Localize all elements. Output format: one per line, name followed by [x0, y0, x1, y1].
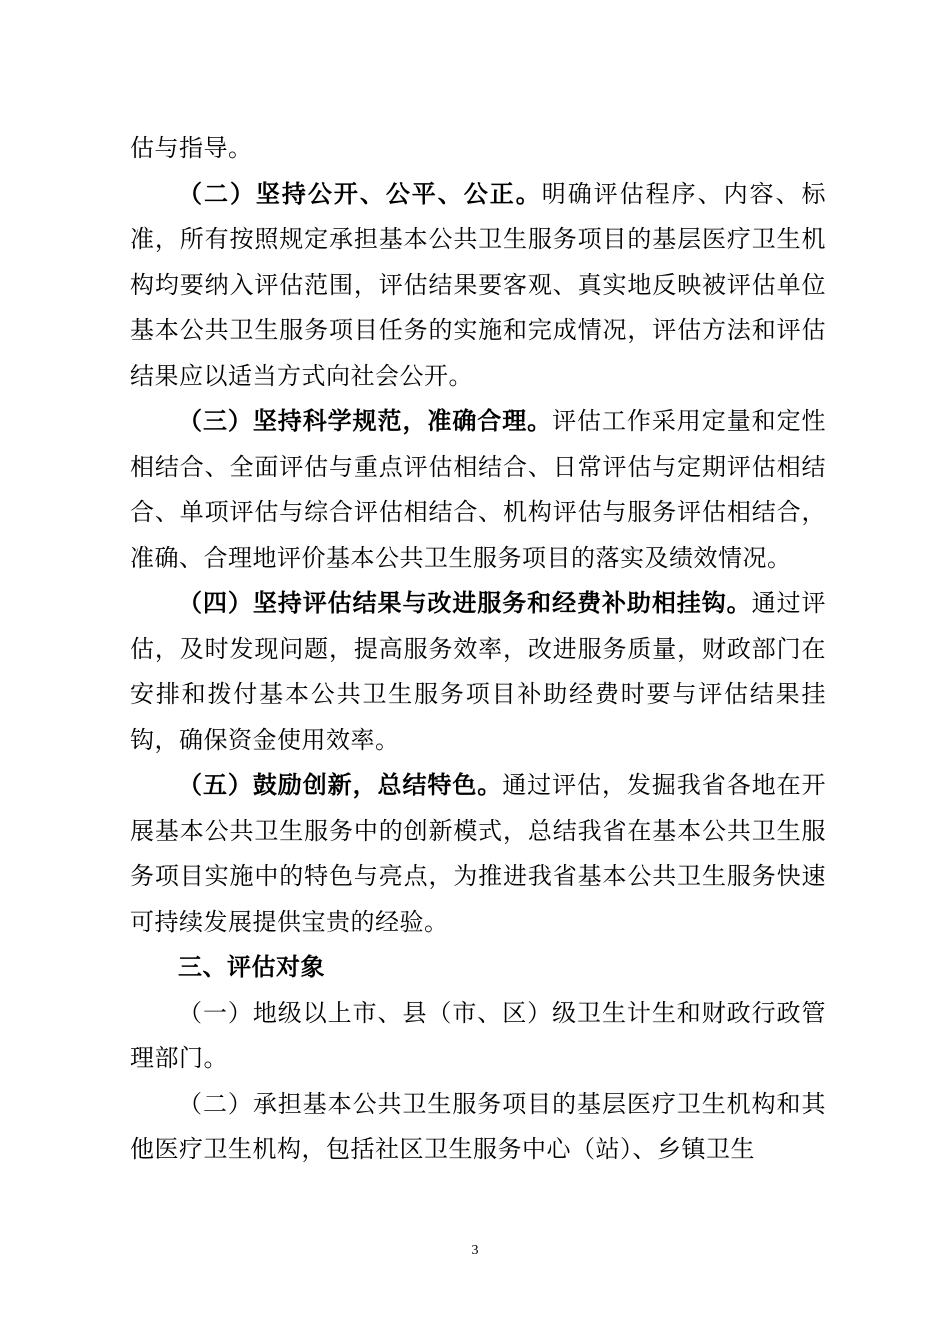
paragraph-principle-3	[130, 399, 826, 581]
paragraph-text: 明确评估程序、内容、标准，所有按照规定承担基本公共卫生服务项目的基层医疗卫生机构均要纳入评估范围，评估结果要客观、真实地反映被评估单位基本公共卫生服务项目任务的实施和完成情况，评估方法和评估结果应以适当方式向社会公开。	[130, 179, 827, 390]
paragraph-lead: （三）坚持科学规范，准确合理。	[178, 407, 553, 435]
paragraph-continuation	[130, 126, 826, 172]
document-page	[130, 126, 826, 1173]
section-heading: 三、评估对象	[178, 953, 325, 981]
paragraph-text: 通过评估，及时发现问题，提高服务效率，改进服务质量，财政部门在安排和拨付基本公共卫生服务项目补助经费时要与评估结果挂钩，确保资金使用效率。	[130, 589, 827, 754]
paragraph-lead: （四）坚持评估结果与改进服务和经费补助相挂钩。	[178, 589, 752, 617]
paragraph-lead: （五）鼓励创新，总结特色。	[178, 771, 503, 799]
paragraph-text: 估与指导。	[130, 134, 253, 162]
paragraph-principle-5	[130, 763, 826, 945]
section-item-1: （一）地级以上市、县（市、区）级卫生计生和财政行政管理部门。	[130, 998, 826, 1072]
section-item-2: （二）承担基本公共卫生服务项目的基层医疗卫生机构和其他医疗卫生机构，包括社区卫生服务中心（站）、乡镇卫生	[130, 1089, 826, 1163]
paragraph-text: 评估工作采用定量和定性相结合、全面评估与重点评估相结合、日常评估与定期评估相结合、单项评估与综合评估相结合、机构评估与服务评估相结合，准确、合理地评价基本公共卫生服务项目的落实及绩效情况。	[130, 407, 827, 572]
paragraph-lead: （二）坚持公开、公平、公正。	[178, 179, 542, 208]
page-number: 3	[471, 1243, 479, 1258]
paragraph-principle-2	[130, 172, 826, 400]
paragraph-principle-4	[130, 581, 826, 763]
paragraph-text: 通过评估，发掘我省各地在开展基本公共卫生服务中的创新模式，总结我省在基本公共卫生服务项目实施中的特色与亮点，为推进我省基本公共卫生服务快速可持续发展提供宝贵的经验。	[130, 771, 827, 936]
